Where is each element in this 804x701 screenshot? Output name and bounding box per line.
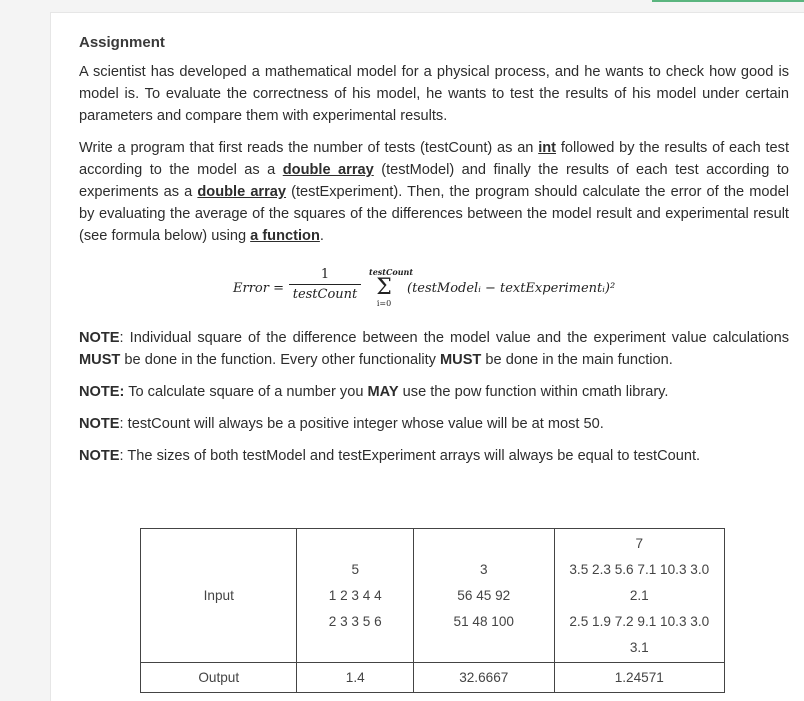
- task-text-3: (testModel) and finally the results of each test according to experiments as a: [79, 162, 790, 200]
- top-accent-line: [652, 0, 804, 2]
- note-1-must-1: MUST: [79, 352, 121, 368]
- note-3: [79, 413, 789, 435]
- sum-lower-bound: i=0: [376, 299, 392, 308]
- input-3-line-2: 3.5 2.3 5.6 7.1 10.3 3.0: [569, 561, 710, 577]
- output-cell-3: 1.24571: [554, 663, 724, 693]
- formula-summation: [369, 267, 414, 309]
- note-4-label: NOTE: [79, 448, 120, 464]
- keyword-double-array-2: double array: [197, 184, 287, 200]
- note-1-text-a: : Individual square of the difference between the model value and the experiment value calculations: [119, 330, 789, 346]
- formula-lhs: Error =: [233, 281, 284, 296]
- task-text-1: Write a program that first reads the number of tests (testCount) as an: [79, 140, 539, 156]
- task-text-2: followed by the results of each test according to the model as a: [79, 140, 789, 178]
- task-text-4: (testExperiment). Then, the program should calculate the error of the model by evaluating the average of the squares of the differences between the model result and experimental result (see formula below) using: [79, 184, 789, 244]
- keyword-int: int: [538, 140, 557, 156]
- note-1-text-e: be done in the main function.: [481, 352, 673, 368]
- keyword-a-function: a function: [250, 228, 320, 244]
- assignment-heading: Assignment: [79, 34, 165, 51]
- intro-paragraph: A scientist has developed a mathematical model for a physical process, and he wants to check how good is model is. To evaluate the correctness of his model, he wants to test the results of his model under certain parameters and compare them with experimental results.: [79, 64, 789, 124]
- input-1-line-2: 1 2 3 4 4: [328, 587, 382, 603]
- note-4: [79, 445, 789, 467]
- fraction-bar: [289, 284, 361, 285]
- note-3-label: NOTE: [79, 416, 120, 432]
- note-2-may: MAY: [367, 384, 399, 400]
- input-3-line-3: 2.1: [629, 587, 649, 603]
- task-paragraph: [79, 137, 789, 247]
- input-1-line-1: 5: [351, 561, 359, 577]
- note-1: [79, 327, 789, 371]
- note-2-text-c: use the pow function within cmath library.: [398, 384, 669, 400]
- output-row: [141, 663, 725, 693]
- formula-denominator: testCount: [292, 287, 358, 302]
- error-formula: [79, 257, 789, 321]
- assignment-content: [79, 33, 789, 477]
- note-2: [79, 381, 789, 403]
- note-2-label: NOTE:: [79, 384, 125, 400]
- output-cell-2: 32.6667: [413, 663, 554, 693]
- input-2-line-3: 51 48 100: [453, 613, 514, 629]
- formula-term: (testModelᵢ − textExperimentᵢ)²: [407, 281, 616, 296]
- note-1-label: NOTE: [79, 330, 120, 346]
- formula-numerator: 1: [320, 267, 330, 282]
- note-1-text-c: be done in the function. Every other functionality: [120, 352, 440, 368]
- output-label-cell: Output: [141, 663, 297, 693]
- note-3-text: : testCount will always be a positive integer whose value will be at most 50.: [119, 416, 604, 432]
- keyword-double-array-1: double array: [282, 162, 374, 178]
- output-cell-1: 1.4: [297, 663, 414, 693]
- input-3-line-5: 3.1: [629, 639, 649, 655]
- note-2-text-a: To calculate square of a number you: [124, 384, 368, 400]
- input-1-line-3: 2 3 3 5 6: [328, 613, 382, 629]
- input-label-cell: Input: [141, 529, 297, 663]
- note-1-must-2: MUST: [440, 352, 482, 368]
- note-4-text: : The sizes of both testModel and testExperiment arrays will always be equal to testCount.: [119, 448, 701, 464]
- task-text-5: .: [319, 228, 324, 244]
- input-cell-3: [554, 529, 724, 663]
- input-3-line-4: 2.5 1.9 7.2 9.1 10.3 3.0: [569, 613, 710, 629]
- sum-upper-bound: testCount: [369, 267, 414, 277]
- formula-fraction: [289, 267, 361, 303]
- io-examples-table: [140, 528, 725, 693]
- sigma-icon: Σ: [376, 275, 392, 300]
- input-cell-2: [413, 529, 554, 663]
- input-2-line-2: 56 45 92: [457, 587, 511, 603]
- input-3-line-1: 7: [635, 535, 644, 551]
- input-cell-1: [297, 529, 414, 663]
- input-2-line-1: 3: [479, 561, 488, 577]
- input-row: [141, 529, 725, 663]
